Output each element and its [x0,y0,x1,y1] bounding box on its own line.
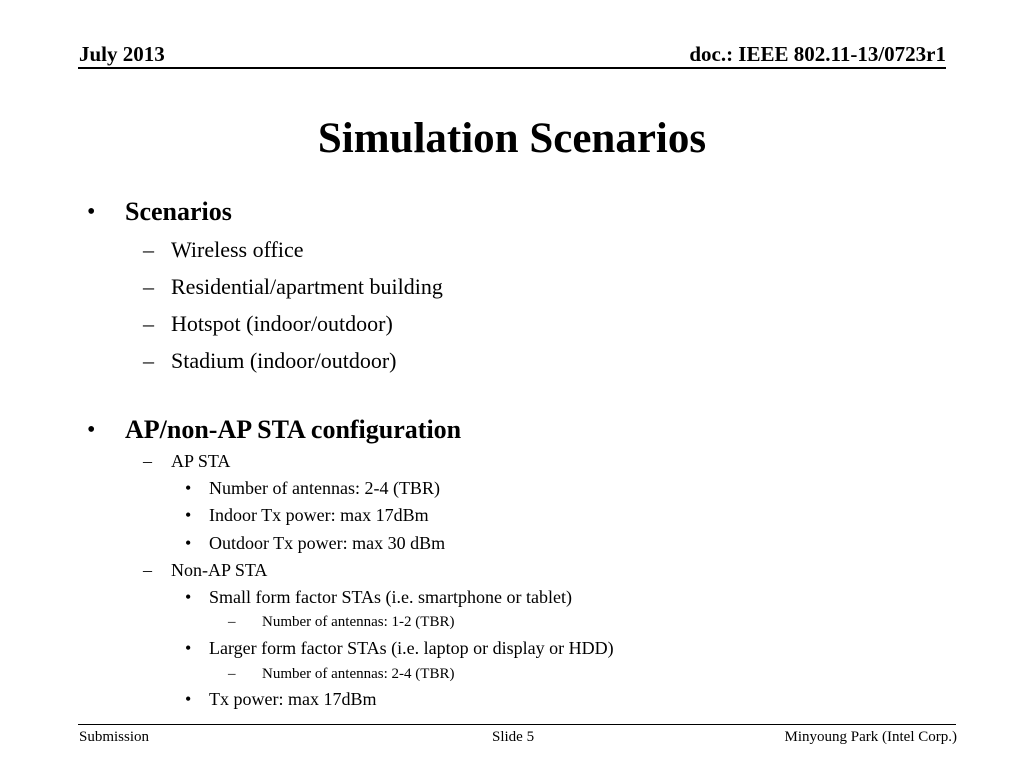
footer-slide-number: Slide 5 [492,729,535,745]
list-item-scenario: Stadium (indoor/outdoor) [171,348,397,373]
list-item-scenario: Hotspot (indoor/outdoor) [171,311,393,336]
header-divider [78,67,946,69]
bullet-dot: • [185,689,192,709]
list-item-antennas: Number of antennas: 1-2 (TBR) [262,614,455,630]
dash-marker: – [143,560,152,580]
list-item-ap-sta: Number of antennas: 2-4 (TBR) [209,478,440,498]
dash-marker: – [228,666,236,682]
section-heading-scenarios: Scenarios [125,197,232,226]
footer-author: Minyoung Park (Intel Corp.) [784,729,957,745]
bullet-dot: • [185,587,192,607]
bullet-dot: • [87,417,96,443]
section-heading-config: AP/non-AP STA configuration [125,415,462,444]
list-item-antennas: Number of antennas: 2-4 (TBR) [262,666,455,682]
footer-divider [78,724,956,725]
bullet-dot: • [185,638,192,658]
subsection-ap-sta: AP STA [171,451,231,471]
dash-marker: – [143,451,152,471]
list-item-scenario: Wireless office [171,237,304,262]
dash-marker: – [143,237,154,262]
list-item-non-ap-sta: Tx power: max 17dBm [209,689,377,709]
dash-marker: – [228,614,236,630]
list-item-non-ap-sta: Larger form factor STAs (i.e. laptop or display or HDD) [209,638,614,658]
header-date: July 2013 [79,42,165,66]
dash-marker: – [143,274,154,299]
list-item-ap-sta: Indoor Tx power: max 17dBm [209,505,429,525]
list-item-ap-sta: Outdoor Tx power: max 30 dBm [209,533,446,553]
subsection-non-ap-sta: Non-AP STA [171,560,268,580]
bullet-dot: • [185,505,192,525]
dash-marker: – [143,348,154,373]
header-doc-id: doc.: IEEE 802.11-13/0723r1 [689,42,946,66]
footer-submission: Submission [79,729,150,745]
list-item-scenario: Residential/apartment building [171,274,443,299]
bullet-dot: • [185,533,192,553]
list-item-non-ap-sta: Small form factor STAs (i.e. smartphone or tablet) [209,587,572,607]
dash-marker: – [143,311,154,336]
slide-title: Simulation Scenarios [317,115,707,162]
bullet-dot: • [185,478,192,498]
bullet-dot: • [87,199,96,225]
